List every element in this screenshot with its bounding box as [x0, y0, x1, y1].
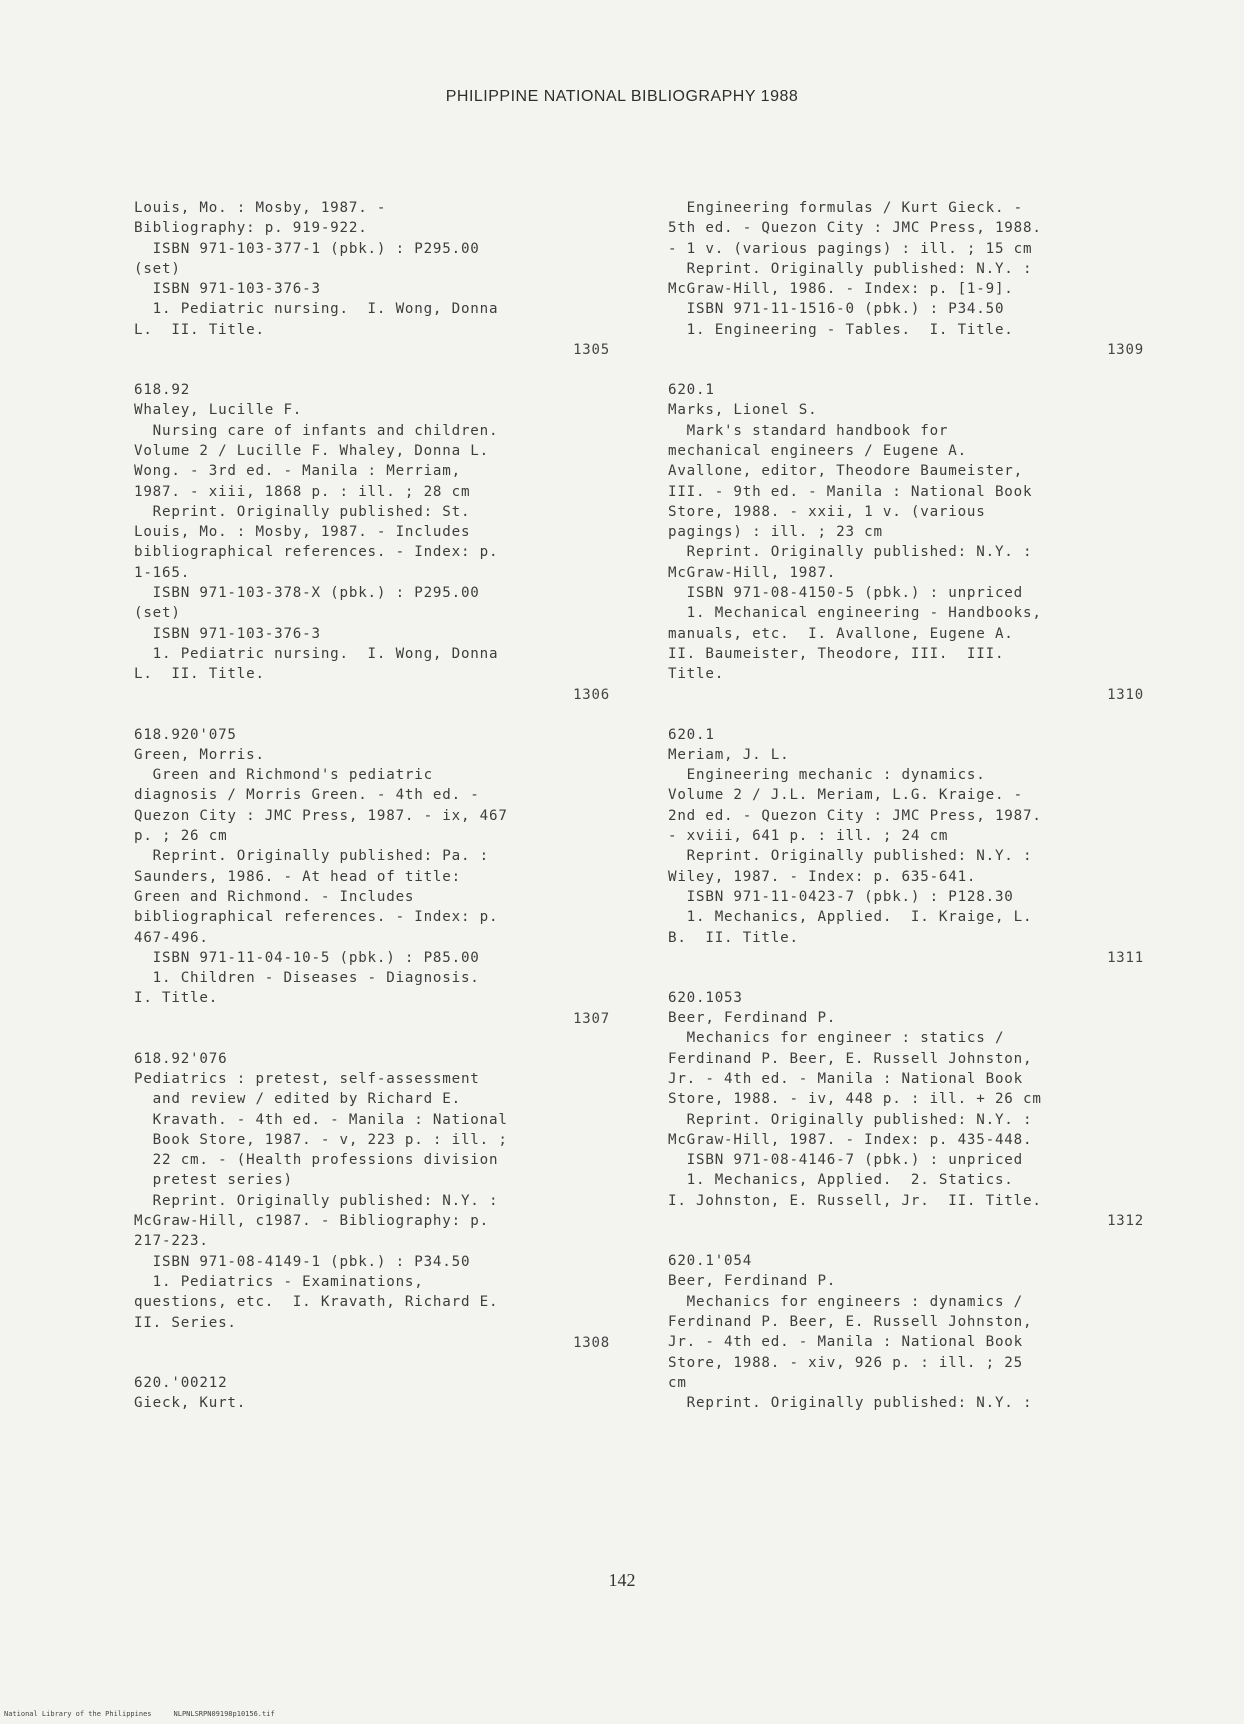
entry-line: Nursing care of infants and children.	[134, 422, 499, 439]
entry-number: 1307	[573, 1010, 610, 1027]
bibliography-entry	[668, 198, 1148, 360]
entry-line: 1. Mechanics, Applied. I. Kraige, L.	[668, 909, 1033, 926]
entry-line: Beer, Ferdinand P.	[668, 1010, 837, 1027]
entry-lines	[668, 988, 1148, 1211]
bibliography-entry	[668, 988, 1148, 1231]
entry-line: 1. Mechanics, Applied. 2. Statics.	[668, 1172, 1014, 1189]
entry-line: Ferdinand P. Beer, E. Russell Johnston,	[668, 1050, 1033, 1067]
entry-line: 620.1	[668, 726, 715, 743]
entry-lines	[134, 725, 614, 1009]
entry-number: 1310	[1107, 686, 1144, 703]
entry-line: Meriam, J. L.	[668, 746, 790, 763]
entry-line: Mechanics for engineers : dynamics /	[668, 1293, 1023, 1310]
entry-line: pagings) : ill. ; 23 cm	[668, 524, 883, 541]
entry-line: Marks, Lionel S.	[668, 402, 818, 419]
page-header: PHILIPPINE NATIONAL BIBLIOGRAPHY 1988	[445, 88, 799, 105]
left-column	[134, 198, 614, 1433]
entry-line: I. Title.	[134, 990, 219, 1007]
entry-line: Volume 2 / J.L. Meriam, L.G. Kraige. -	[668, 787, 1023, 804]
entry-line: Reprint. Originally published: N.Y. :	[668, 260, 1033, 277]
entry-lines	[668, 380, 1148, 684]
bibliography-entry	[668, 725, 1148, 968]
entry-number: 1305	[573, 342, 610, 359]
entry-line: Reprint. Originally published: Pa. :	[134, 848, 489, 865]
entry-lines	[668, 725, 1148, 948]
entry-line: Store, 1988. - iv, 448 p. : ill. + 26 cm	[668, 1091, 1042, 1108]
entry-lines	[668, 198, 1148, 340]
footer-file: NLPNLSRPN09198p10156.tif	[173, 1710, 275, 1718]
entry-line: 1. Mechanical engineering - Handbooks,	[668, 605, 1042, 622]
entry-line: Reprint. Originally published: N.Y. :	[668, 1395, 1033, 1412]
entry-line: Louis, Mo. : Mosby, 1987. -	[134, 200, 387, 216]
entry-lines	[134, 198, 614, 340]
entry-line: Wong. - 3rd ed. - Manila : Merriam,	[134, 463, 461, 480]
entry-line: ISBN 971-103-376-3	[134, 625, 321, 642]
entry-line: 22 cm. - (Health professions division	[134, 1152, 499, 1169]
entry-line: Reprint. Originally published: N.Y. :	[668, 1111, 1033, 1128]
entry-line: 217-223.	[134, 1233, 209, 1250]
entry-line: - xviii, 641 p. : ill. ; 24 cm	[668, 828, 949, 845]
entry-line: ISBN 971-08-4149-1 (pbk.) : P34.50	[134, 1253, 471, 1270]
entry-line: Mark's standard handbook for	[668, 422, 949, 439]
entry-line: manuals, etc. I. Avallone, Eugene A.	[668, 625, 1014, 642]
entry-line: p. ; 26 cm	[134, 828, 228, 845]
entry-line: 1987. - xiii, 1868 p. : ill. ; 28 cm	[134, 483, 471, 500]
entry-line: bibliographical references. - Index: p.	[134, 909, 499, 926]
entry-line: Saunders, 1986. - At head of title:	[134, 868, 461, 885]
entry-line: Store, 1988. - xiv, 926 p. : ill. ; 25	[668, 1354, 1023, 1371]
entry-line: 1-165.	[134, 564, 191, 581]
entry-line: Quezon City : JMC Press, 1987. - ix, 467	[134, 807, 508, 824]
entry-lines	[668, 1251, 1148, 1413]
entry-line: Louis, Mo. : Mosby, 1987. - Includes	[134, 524, 471, 541]
entry-line: 620.1053	[668, 989, 743, 1006]
bibliography-entry	[134, 1049, 614, 1353]
entry-line: ISBN 971-103-376-3	[134, 281, 321, 298]
entry-line: 2nd ed. - Quezon City : JMC Press, 1987.	[668, 807, 1042, 824]
entry-line: diagnosis / Morris Green. - 4th ed. -	[134, 787, 480, 804]
entry-line: 1. Pediatric nursing. I. Wong, Donna	[134, 645, 499, 662]
entry-line: pretest series)	[134, 1172, 293, 1189]
entry-line: McGraw-Hill, c1987. - Bibliography: p.	[134, 1213, 489, 1230]
entry-line: B. II. Title.	[668, 929, 799, 946]
bibliography-entry	[134, 1373, 614, 1414]
entry-line: 618.92'076	[134, 1050, 228, 1067]
entry-line: (set)	[134, 260, 181, 277]
entry-line: McGraw-Hill, 1987. - Index: p. 435-448.	[668, 1131, 1033, 1148]
entry-line: 618.92	[134, 382, 191, 399]
entry-number: 1309	[1107, 342, 1144, 359]
entry-line: II. Baumeister, Theodore, III. III.	[668, 645, 1005, 662]
entry-lines	[134, 1373, 614, 1414]
entry-line: questions, etc. I. Kravath, Richard E.	[134, 1294, 499, 1311]
entry-line: 1. Engineering - Tables. I. Title.	[668, 321, 1014, 338]
entry-line: cm	[668, 1374, 687, 1391]
entry-line: Reprint. Originally published: N.Y. :	[668, 848, 1033, 865]
bibliography-entry	[134, 380, 614, 704]
entry-line: Book Store, 1987. - v, 223 p. : ill. ;	[134, 1131, 508, 1148]
entry-number: 1312	[1107, 1213, 1144, 1230]
entry-line: Avallone, editor, Theodore Baumeister,	[668, 463, 1023, 480]
bibliography-entry	[668, 380, 1148, 704]
entry-line: ISBN 971-08-4150-5 (pbk.) : unpriced	[668, 585, 1023, 602]
entry-line: bibliographical references. - Index: p.	[134, 544, 499, 561]
entry-line: Pediatrics : pretest, self-assessment	[134, 1070, 480, 1087]
page-number: 142	[608, 1570, 636, 1590]
entry-line: Title.	[668, 666, 725, 683]
entry-line: 467-496.	[134, 929, 209, 946]
entry-line: Volume 2 / Lucille F. Whaley, Donna L.	[134, 442, 489, 459]
entry-line: Store, 1988. - xxii, 1 v. (various	[668, 503, 986, 520]
entry-line: Green, Morris.	[134, 746, 265, 763]
entry-number: 1306	[573, 686, 610, 703]
entry-line: II. Series.	[134, 1314, 237, 1331]
entry-line: I. Johnston, E. Russell, Jr. II. Title.	[668, 1192, 1042, 1209]
entry-line: Engineering formulas / Kurt Gieck. -	[668, 200, 1023, 216]
entry-line: - 1 v. (various pagings) : ill. ; 15 cm	[668, 240, 1033, 257]
entry-line: ISBN 971-11-0423-7 (pbk.) : P128.30	[668, 888, 1014, 905]
entry-line: Beer, Ferdinand P.	[668, 1273, 837, 1290]
entry-line: mechanical engineers / Eugene A.	[668, 442, 967, 459]
entry-line: 620.1	[668, 382, 715, 399]
entry-line: Gieck, Kurt.	[134, 1395, 247, 1412]
right-column	[668, 198, 1148, 1433]
scan-footer	[4, 1710, 275, 1718]
bibliography-entry	[134, 198, 614, 360]
entry-line: ISBN 971-11-04-10-5 (pbk.) : P85.00	[134, 949, 480, 966]
entry-line: Reprint. Originally published: St.	[134, 503, 471, 520]
footer-library: National Library of the Philippines	[4, 1710, 152, 1718]
entry-line: Kravath. - 4th ed. - Manila : National	[134, 1111, 508, 1128]
entry-line: 620.'00212	[134, 1374, 228, 1391]
entry-line: Bibliography: p. 919-922.	[134, 220, 368, 237]
entry-line: 620.1'054	[668, 1253, 753, 1270]
entry-line: Reprint. Originally published: N.Y. :	[668, 544, 1033, 561]
entry-line: 618.920'075	[134, 726, 237, 743]
entry-line: III. - 9th ed. - Manila : National Book	[668, 483, 1033, 500]
entry-line: L. II. Title.	[134, 321, 265, 338]
entry-line: McGraw-Hill, 1987.	[668, 564, 837, 581]
entry-line: ISBN 971-103-377-1 (pbk.) : P295.00	[134, 240, 480, 257]
entry-line: Green and Richmond. - Includes	[134, 888, 415, 905]
entry-line: 5th ed. - Quezon City : JMC Press, 1988.	[668, 220, 1042, 237]
entry-line: (set)	[134, 605, 181, 622]
entry-line: Mechanics for engineer : statics /	[668, 1030, 1005, 1047]
entry-lines	[134, 380, 614, 684]
entry-line: Wiley, 1987. - Index: p. 635-641.	[668, 868, 977, 885]
entry-line: Reprint. Originally published: N.Y. :	[134, 1192, 499, 1209]
entry-line: Green and Richmond's pediatric	[134, 767, 433, 784]
entry-line: McGraw-Hill, 1986. - Index: p. [1-9].	[668, 281, 1014, 298]
entry-line: ISBN 971-08-4146-7 (pbk.) : unpriced	[668, 1152, 1023, 1169]
bibliography-entry	[134, 725, 614, 1029]
entry-line: Ferdinand P. Beer, E. Russell Johnston,	[668, 1313, 1033, 1330]
entry-line: ISBN 971-11-1516-0 (pbk.) : P34.50	[668, 301, 1005, 318]
entry-line: L. II. Title.	[134, 666, 265, 683]
entry-line: and review / edited by Richard E.	[134, 1091, 461, 1108]
entry-line: Jr. - 4th ed. - Manila : National Book	[668, 1334, 1023, 1351]
entry-line: ISBN 971-103-378-X (pbk.) : P295.00	[134, 585, 480, 602]
entry-number: 1308	[573, 1334, 610, 1351]
entry-line: Whaley, Lucille F.	[134, 402, 303, 419]
entry-number: 1311	[1107, 949, 1144, 966]
entry-line: 1. Pediatric nursing. I. Wong, Donna	[134, 301, 499, 318]
entry-line: Engineering mechanic : dynamics.	[668, 767, 986, 784]
entry-lines	[134, 1049, 614, 1333]
bibliography-entry	[668, 1251, 1148, 1413]
entry-line: 1. Pediatrics - Examinations,	[134, 1273, 424, 1290]
entry-line: Jr. - 4th ed. - Manila : National Book	[668, 1070, 1023, 1087]
entry-line: 1. Children - Diseases - Diagnosis.	[134, 970, 480, 987]
